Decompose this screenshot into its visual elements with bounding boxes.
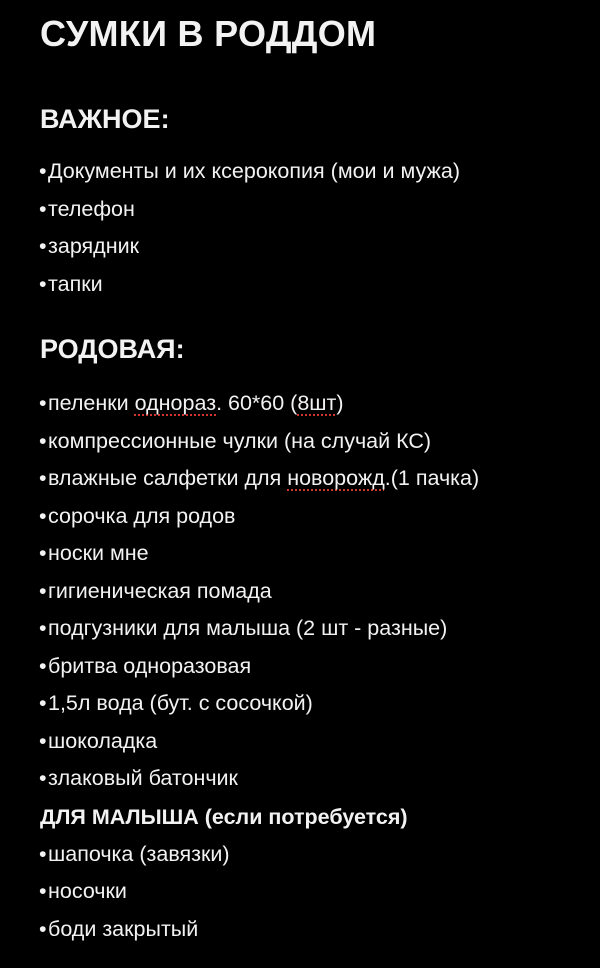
list-item-text: гигиеническая помада <box>48 578 272 603</box>
list-item-text: носки мне <box>48 541 149 565</box>
list-item <box>40 836 600 874</box>
list-item-text: шоколадка <box>48 728 158 753</box>
section-heading-labor: РОДОВАЯ: <box>40 334 185 364</box>
bullet: • <box>39 541 47 565</box>
text-segment: ) <box>336 391 344 415</box>
list-item <box>40 760 600 798</box>
list-item <box>40 573 600 611</box>
list-item <box>40 460 600 498</box>
text-segment: влажные салфетки для <box>48 466 288 490</box>
list-item-text: подгузники для малыша (2 шт - разные) <box>48 616 448 640</box>
text-segment: .(1 пачка) <box>384 466 480 490</box>
list-item <box>40 723 600 761</box>
bullet: • <box>39 428 47 453</box>
bullet: • <box>39 234 47 258</box>
list-item-text: шапочка (завязки) <box>48 841 230 866</box>
baby-list <box>40 836 600 949</box>
list-item <box>40 498 600 536</box>
list-item-text: злаковый батончик <box>48 766 238 790</box>
list-item-text: боди закрытый <box>48 916 199 941</box>
bullet: • <box>39 616 47 640</box>
page-title: СУМКИ В РОДДОМ <box>40 13 377 54</box>
bullet: • <box>39 271 47 296</box>
bullet: • <box>39 916 47 941</box>
bullet: • <box>39 766 47 790</box>
list-item <box>40 535 600 573</box>
list-item <box>40 685 600 723</box>
list-item-text: сорочка для родов <box>48 503 236 528</box>
bullet: • <box>39 159 47 183</box>
bullet: • <box>39 841 47 866</box>
list-item-text: Документы и их ксерокопия (мои и мужа) <box>48 159 461 183</box>
bullet: • <box>39 196 47 221</box>
bullet: • <box>39 691 47 715</box>
text-segment: пеленки <box>48 391 135 415</box>
misspelled-word[interactable]: 8шт <box>297 391 337 415</box>
list-item-text: бритва одноразовая <box>48 653 252 678</box>
list-item-text: тапки <box>48 271 103 296</box>
list-item-text <box>48 385 344 423</box>
misspelled-word[interactable]: однораз <box>134 391 217 415</box>
section-heading-baby: ДЛЯ МАЛЫША (если потребуется) <box>40 804 408 829</box>
list-item-text: телефон <box>48 196 135 221</box>
list-item-text: носочки <box>48 879 127 903</box>
list-item <box>40 266 600 304</box>
misspelled-word[interactable]: новорожд <box>287 466 385 490</box>
list-item-text: 1,5л вода (бут. с сосочкой) <box>48 691 313 715</box>
list-item <box>40 385 600 423</box>
list-item <box>40 610 600 648</box>
list-item <box>40 648 600 686</box>
list-item <box>40 911 600 949</box>
text-segment: . 60*60 ( <box>216 391 298 415</box>
list-item <box>40 228 600 266</box>
list-item <box>40 191 600 229</box>
labor-list <box>40 385 600 798</box>
bullet: • <box>39 578 47 603</box>
bullet: • <box>39 653 47 678</box>
list-item-text: зарядник <box>48 234 140 258</box>
important-list <box>40 153 600 303</box>
bullet: • <box>39 503 47 528</box>
bullet: • <box>39 466 47 490</box>
bullet: • <box>39 879 47 903</box>
list-item-text <box>48 460 479 498</box>
bullet: • <box>39 728 47 753</box>
list-item <box>40 873 600 911</box>
bullet: • <box>39 391 47 415</box>
list-item <box>40 153 600 191</box>
section-heading-important: ВАЖНОЕ: <box>40 104 170 134</box>
list-item-text: компрессионные чулки (на случай КС) <box>48 428 432 453</box>
list-item <box>40 423 600 461</box>
